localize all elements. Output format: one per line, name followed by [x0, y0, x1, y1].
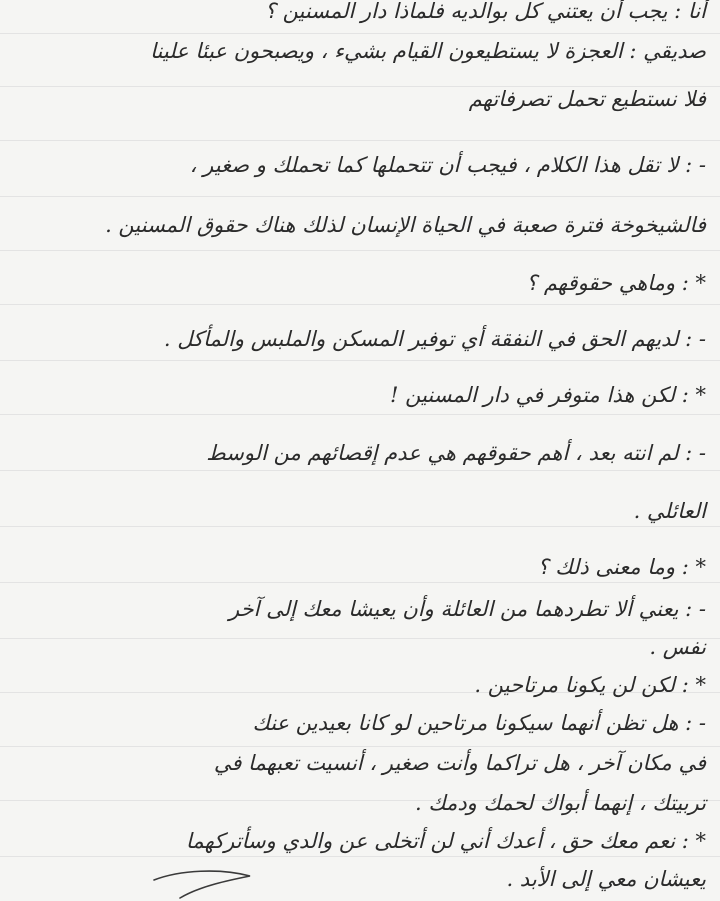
- text-line: * : نعم معك حق ، أعدك أني لن أتخلى عن والدي وسأتركهما: [185, 829, 706, 853]
- ruled-line: [0, 582, 720, 583]
- ruled-line: [0, 360, 720, 361]
- text-line: نفس .: [649, 635, 706, 659]
- text-line: - : يعني ألا تطردهما من العائلة وأن يعيشا معك إلى آخر: [229, 597, 706, 621]
- text-line: * : لكن هذا متوفر في دار المسنين !: [389, 383, 706, 407]
- text-line: - : هل تظن أنهما سيكونا مرتاحين لو كانا بعيدين عنك: [252, 711, 706, 735]
- ruled-line: [0, 196, 720, 197]
- ruled-line: [0, 304, 720, 305]
- ruled-line: [0, 33, 720, 34]
- text-line: فالشيخوخة فترة صعبة في الحياة الإنسان لذلك هناك حقوق المسنين .: [105, 213, 706, 237]
- ruled-line: [0, 856, 720, 857]
- text-line: فلا نستطيع تحمل تصرفاتهم: [468, 87, 706, 111]
- text-line: - : لا تقل هذا الكلام ، فيجب أن تتحملها كما تحملك و صغير ،: [189, 153, 706, 177]
- text-line: تربيتك ، إنهما أبواك لحمك ودمك .: [415, 791, 706, 815]
- ruled-line: [0, 746, 720, 747]
- ruled-line: [0, 414, 720, 415]
- text-line: - : لديهم الحق في النفقة أي توفير المسكن والملبس والمأكل .: [163, 327, 706, 351]
- pen-stroke-mark: [150, 866, 260, 900]
- ruled-line: [0, 470, 720, 471]
- text-line: يعيشان معي إلى الأبد .: [506, 867, 706, 891]
- ruled-line: [0, 526, 720, 527]
- ruled-line: [0, 250, 720, 251]
- text-line: - : لم انته بعد ، أهم حقوقهم هي عدم إقصائهم من الوسط: [206, 441, 706, 465]
- ruled-line: [0, 140, 720, 141]
- text-line: العائلي .: [633, 499, 706, 523]
- text-line: * : وما معنى ذلك ؟: [537, 555, 706, 579]
- text-line: * : وماهي حقوقهم ؟: [526, 271, 706, 295]
- text-line: أنا : يجب أن يعتني كل بوالديه فلماذا دار المسنين ؟: [264, 0, 706, 23]
- text-line: في مكان آخر ، هل تراكما وأنت صغير ، أنسيت تعبهما في: [213, 751, 706, 775]
- text-line: صديقي : العجزة لا يستطيعون القيام بشيء ، ويصبحون عبئا علينا: [150, 39, 706, 63]
- text-line: * : لكن لن يكونا مرتاحين .: [474, 673, 706, 697]
